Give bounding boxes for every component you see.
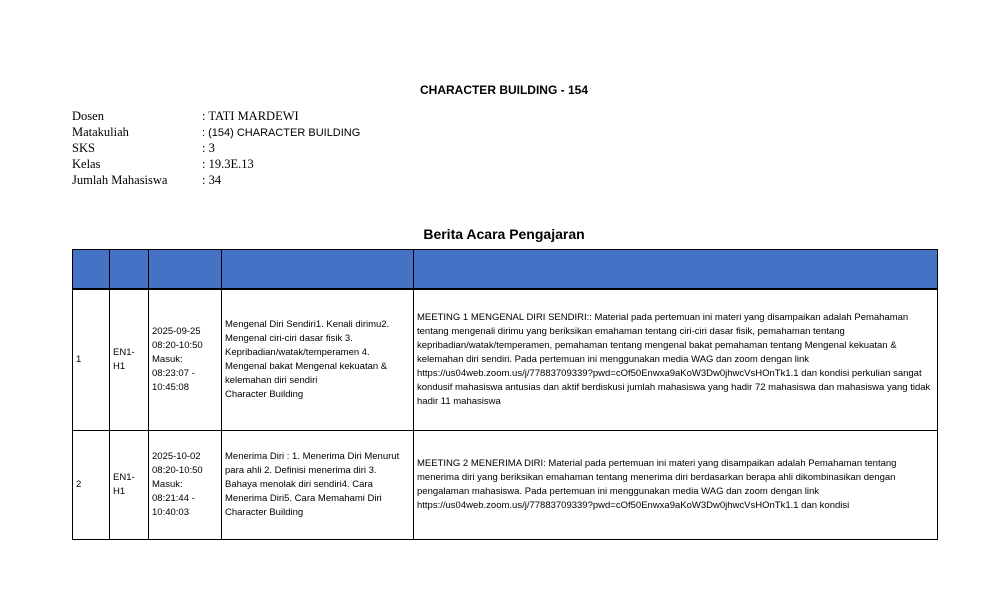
info-row-kelas xyxy=(72,156,360,172)
cell-description: MEETING 2 MENERIMA DIRI: Material pada pertemuan ini materi yang disampaikan adalah Pemahaman tentang menerima diri yang beriksikan emahaman tentang menerima diri berdasarkan berapa ahli dikombinasikan dengan pengalaman mahasiswa. Pada pertemuan ini menggunakan media WAG dan zoom dengan link https://us04web.zoom.us/j/77883709339?pwd=cOf50Enwxa9aKoW3Dw0jhwcVsHOnTk1.1 dan kondisi xyxy=(414,431,938,540)
info-value: : TATI MARDEWI xyxy=(202,109,299,123)
header-cell xyxy=(222,250,414,290)
cell-number: 2 xyxy=(73,431,110,540)
info-label: Dosen xyxy=(72,109,104,123)
table-row xyxy=(73,289,938,431)
info-label: Kelas xyxy=(72,157,101,171)
info-value: : 34 xyxy=(202,173,222,187)
info-row-jumlah-mahasiswa xyxy=(72,172,360,188)
cell-time: 2025-09-25 08:20-10:50 Masuk: 08:23:07 - 10:45:08 xyxy=(149,289,222,431)
table-header-row xyxy=(73,250,938,290)
header-cell xyxy=(149,250,222,290)
info-label: Matakuliah xyxy=(72,125,129,139)
cell-description: MEETING 1 MENGENAL DIRI SENDIRI:: Material pada pertemuan ini materi yang disampaikan adalah Pemahaman tentang mengenali dirimu yang beriksikan emahaman tentang ciri-ciri dasar fisik, pemahaman tentang kepribadian/watak/temperamen, pemahaman tentang mengenal bakat pemahaman tentang Mengenal kekuatan & kelemahan diri sendiri. Pada pertemuan ini menggunakan media WAG dan zoom dengan link https://us04web.zoom.us/j/77883709339?pwd=cOf50Enwxa9aKoW3Dw0jhwcVsHOnTk1.1 dan kondisi perkulian sangat kondusif mahasiswa antusias dan aktif berdiskusi jumlah mahasiswa yang hadir 72 mahasiswa dan mahasiswa yang tidak hadir 11 mahasiswa xyxy=(414,289,938,431)
info-label: SKS xyxy=(72,141,95,155)
info-row-sks xyxy=(72,140,360,156)
info-value: : 19.3E.13 xyxy=(202,157,254,171)
cell-topic: Mengenal Diri Sendiri1. Kenali dirimu2. Mengenal ciri-ciri dasar fisik 3. Kepribadian/watak/temperamen 4. Mengenal bakat Mengenal kekuatan & kelemahan diri sendiri Character Building xyxy=(222,289,414,431)
header-cell xyxy=(73,250,110,290)
table-row xyxy=(73,431,938,540)
section-title: Berita Acara Pengajaran xyxy=(423,226,585,242)
document-title: CHARACTER BUILDING - 154 xyxy=(419,83,588,97)
cell-code: EN1- H1 xyxy=(110,289,149,431)
info-value xyxy=(202,124,360,140)
cell-code: EN1- H1 xyxy=(110,431,149,540)
course-info xyxy=(72,108,360,188)
info-label: Jumlah Mahasiswa xyxy=(72,173,168,187)
cell-number: 1 xyxy=(73,289,110,431)
info-row-matakuliah xyxy=(72,124,360,140)
header-cell xyxy=(110,250,149,290)
info-value: : 3 xyxy=(202,141,215,155)
cell-time: 2025-10-02 08:20-10:50 Masuk: 08:21:44 - 10:40:03 xyxy=(149,431,222,540)
header-cell xyxy=(414,250,938,290)
teaching-record-table xyxy=(72,249,938,540)
info-value-text: : (154) CHARACTER BUILDING xyxy=(202,127,361,139)
cell-topic: Menerima Diri : 1. Menerima Diri Menurut para ahli 2. Definisi menerima diri 3. Bahaya menolak diri sendiri4. Cara Menerima Diri5. Cara Memahami Diri Character Building xyxy=(222,431,414,540)
info-row-dosen xyxy=(72,108,360,124)
